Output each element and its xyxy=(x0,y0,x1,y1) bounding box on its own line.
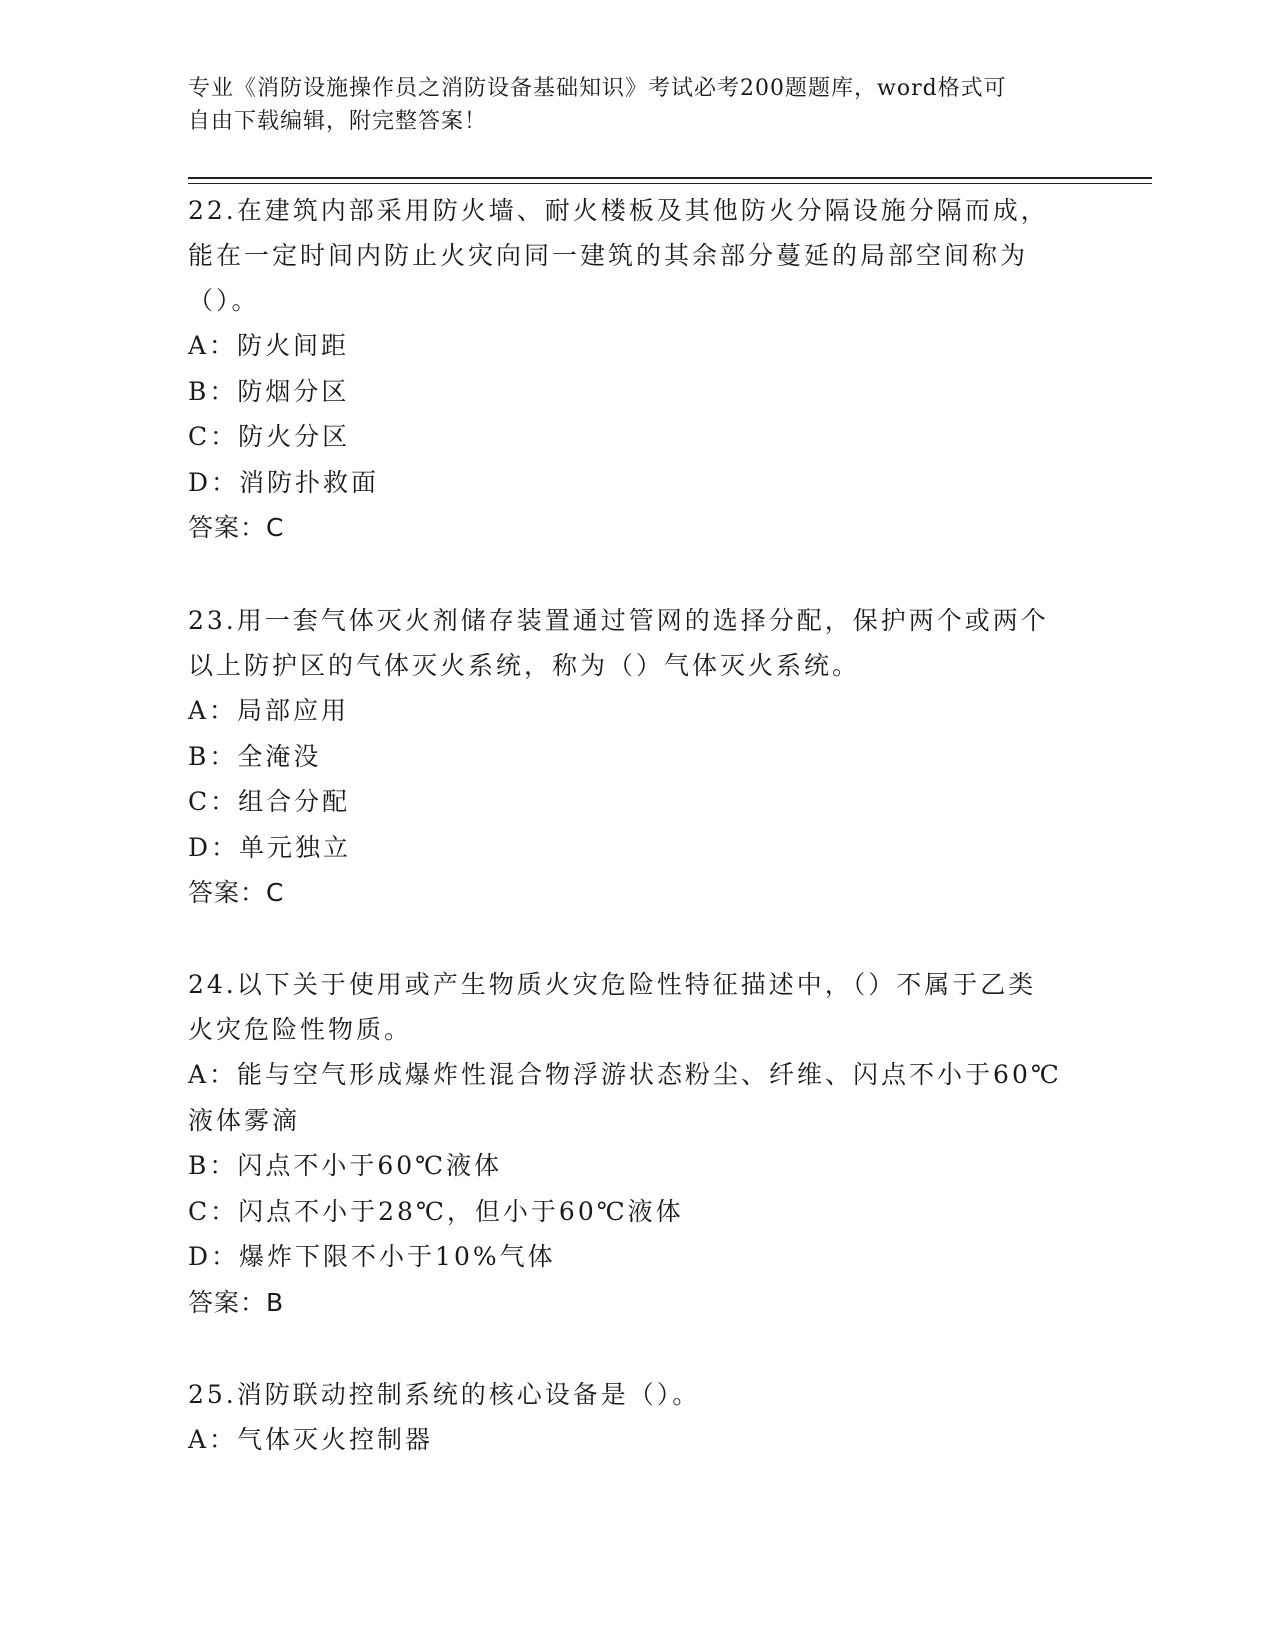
option-d: D：爆炸下限不小于10%气体 xyxy=(188,1242,556,1271)
question-22 xyxy=(188,188,1088,550)
option-a-continued: 液体雾滴 xyxy=(188,1105,301,1135)
header-line-2: 自由下载编辑，附完整答案！ xyxy=(188,109,488,134)
answer: 答案：C xyxy=(188,513,285,542)
option-a: A：局部应用 xyxy=(188,696,350,725)
answer: 答案：B xyxy=(188,1287,285,1317)
question-25 xyxy=(188,1372,1088,1463)
question-stem-line: 以上防护区的气体灭火系统，称为（）气体灭火系统。 xyxy=(188,651,861,680)
question-stem-line: （）。 xyxy=(188,286,260,315)
option-d: D：单元独立 xyxy=(188,832,352,862)
option-c: C：闪点不小于28℃，但小于60℃液体 xyxy=(188,1196,684,1226)
option-b: B：全淹没 xyxy=(188,741,322,771)
question-stem-line: 能在一定时间内防止火灾向同一建筑的其余部分蔓延的局部空间称为 xyxy=(188,241,1029,270)
question-24 xyxy=(188,962,1088,1325)
option-b: B：闪点不小于60℃液体 xyxy=(188,1151,503,1180)
option-c: C：防火分区 xyxy=(188,422,351,451)
option-a: A：能与空气形成爆炸性混合物浮游状态粉尘、纤维、闪点不小于60℃ xyxy=(188,1060,1062,1089)
header-divider-thin xyxy=(188,183,1152,184)
question-23 xyxy=(188,598,1088,915)
option-c: C：组合分配 xyxy=(188,787,351,816)
question-stem-line: 24.以下关于使用或产生物质火灾危险性特征描述中，（）不属于乙类 xyxy=(188,970,1037,999)
option-a: A：气体灭火控制器 xyxy=(188,1425,434,1454)
question-stem-line: 火灾危险性物质。 xyxy=(188,1015,413,1044)
question-stem-line: 22.在建筑内部采用防火墙、耐火楼板及其他防火分隔设施分隔而成， xyxy=(188,196,1049,225)
answer: 答案：C xyxy=(188,878,285,907)
question-stem-line: 25.消防联动控制系统的核心设备是（）。 xyxy=(188,1380,701,1409)
question-stem-line: 23.用一套气体灭火剂储存装置通过管网的选择分配，保护两个或两个 xyxy=(188,606,1049,635)
document-header xyxy=(188,72,1068,138)
header-divider-thick xyxy=(188,177,1152,179)
option-a: A：防火间距 xyxy=(188,331,350,360)
option-b: B：防烟分区 xyxy=(188,376,350,406)
option-d: D：消防扑救面 xyxy=(188,467,380,497)
header-line-1: 专业《消防设施操作员之消防设备基础知识》考试必考200题题库，word格式可 xyxy=(188,76,1007,101)
